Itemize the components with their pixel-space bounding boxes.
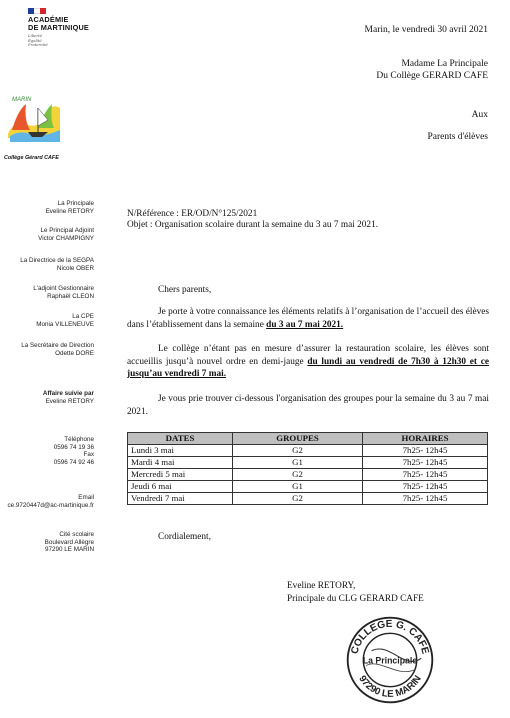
recipient-block xyxy=(376,58,488,82)
official-stamp-icon xyxy=(344,614,436,706)
logo-caption: MARIN xyxy=(12,97,32,103)
phone-value: 0596 74 19 36 xyxy=(53,443,94,451)
fax-value: 0596 74 92 46 xyxy=(53,458,94,466)
cell-date: Lundi 3 mai xyxy=(128,445,233,457)
paragraph-1 xyxy=(127,306,489,331)
cell-date: Vendredi 7 mai xyxy=(128,493,233,505)
cell-hours: 7h25- 12h45 xyxy=(363,457,488,469)
table-row xyxy=(128,457,488,469)
segpa-name: Nicole OBER xyxy=(56,264,94,272)
recipient-line-1: Madame La Principale xyxy=(401,59,488,69)
aux-label: Aux xyxy=(471,110,488,120)
gestionnaire-name: Raphaël CLEON xyxy=(47,292,94,300)
cell-date: Jeudi 6 mai xyxy=(128,481,233,493)
stamp-center-text: La Principale xyxy=(362,655,418,666)
recipient-line-2: Du Collège GERARD CAFE xyxy=(376,71,488,81)
adjoint-title: Le Principal Adjoint xyxy=(40,227,94,234)
cell-group: G1 xyxy=(233,481,363,493)
header-dates: DATES xyxy=(128,433,233,445)
schedule-header-row xyxy=(128,433,488,445)
paragraph-2 xyxy=(127,343,489,381)
cell-group: G2 xyxy=(233,493,363,505)
motto-egalite: Égalité xyxy=(28,37,42,43)
sidebar-adjoint xyxy=(0,227,94,242)
phone-label: Téléphone xyxy=(64,436,94,443)
academy-line-2: DE MARTINIQUE xyxy=(28,23,89,32)
header-horaires: HORAIRES xyxy=(363,433,488,445)
objet-label: Objet : xyxy=(127,220,153,230)
table-row xyxy=(128,469,488,481)
cpe-title: La CPE xyxy=(72,313,94,320)
paragraph-2-text: Le collège n’étant pas en mesure d’assurer la restauration scolaire, les élèves sont accueillis jusqu’à nouvel ordre en demi-jauge xyxy=(127,344,489,367)
segpa-title: La Directrice de la SEGPA xyxy=(20,257,94,264)
principal-title: La Principale xyxy=(57,200,94,207)
sidebar-phone xyxy=(0,436,94,466)
letter-date: Marin, le vendredi 30 avril 2021 xyxy=(364,25,488,35)
sidebar-affaire xyxy=(0,390,94,405)
school-logo-icon xyxy=(4,90,64,150)
academy-line-1: ACADÉMIE xyxy=(28,15,69,24)
school-name: Collège Gérard CAFE xyxy=(4,155,59,161)
academy-name xyxy=(28,16,89,32)
reference-line: N/Référence : ER/OD/N°125/2021 xyxy=(127,209,258,219)
secretaire-name: Odette DORE xyxy=(55,349,94,357)
address-line-1: Cité scolaire xyxy=(59,531,94,538)
secretaire-title: La Secrétaire de Direction xyxy=(21,342,94,349)
affaire-name: Eveline RETORY xyxy=(45,397,94,405)
cell-hours: 7h25- 12h45 xyxy=(363,481,488,493)
motto-fraternite: Fraternité xyxy=(28,42,48,48)
french-flag-icon xyxy=(28,8,46,14)
address-line-2: Boulevard Allègre xyxy=(44,538,94,546)
cell-group: G2 xyxy=(233,445,363,457)
sidebar-gestionnaire xyxy=(0,285,94,300)
stamp-bottom-text: 97290 LE MARIN xyxy=(356,673,424,700)
email-value: ce.9720447d@ac-martinique.fr xyxy=(7,501,94,509)
paragraph-2-emphasis: du lundi au vendredi de 7h30 à 12h30 et ce jusqu’au vendredi 7 mai. xyxy=(127,356,489,379)
address-line-3: 97290 LE MARIN xyxy=(44,546,94,553)
paragraph-1-emphasis: du 3 au 7 mai 2021. xyxy=(266,319,344,330)
sidebar-segpa xyxy=(0,257,94,272)
cell-hours: 7h25- 12h45 xyxy=(363,445,488,457)
cell-group: G1 xyxy=(233,457,363,469)
table-row xyxy=(128,445,488,457)
principal-name: Eveline RETORY xyxy=(45,207,94,215)
sidebar-secretaire xyxy=(0,342,94,357)
objet-text: Organisation scolaire durant la semaine du 3 au 7 mai 2021. xyxy=(154,220,379,230)
closing: Cordialement, xyxy=(158,532,211,542)
table-row xyxy=(128,493,488,505)
cell-hours: 7h25- 12h45 xyxy=(363,469,488,481)
objet-line xyxy=(127,220,378,231)
greeting: Chers parents, xyxy=(158,285,212,295)
email-label: Email xyxy=(78,494,94,501)
fax-label: Fax xyxy=(83,451,94,458)
signature-name: Eveline RETORY, xyxy=(287,581,356,591)
stamp-top-text: COLLEGE G. CAFE xyxy=(349,618,431,656)
paragraph-1-text: Je porte à votre connaissance les éléments relatifs à l’organisation de l’accueil des élèves dans l’établissement dans la semaine xyxy=(127,307,489,330)
sidebar-principal xyxy=(0,200,94,215)
paragraph-3: Je vous prie trouver ci-dessous l'organisation des groupes pour la semaine du 3 au 7 mai 2021. xyxy=(127,394,489,417)
cell-group: G2 xyxy=(233,469,363,481)
adjoint-name: Victor CHAMPIGNY xyxy=(38,234,94,242)
cpe-name: Monia VILLENEUVE xyxy=(36,320,94,328)
motto-liberte: Liberté xyxy=(28,33,43,38)
table-row xyxy=(128,481,488,493)
cell-date: Mardi 4 mai xyxy=(128,457,233,469)
cell-date: Mercredi 5 mai xyxy=(128,469,233,481)
sidebar-cpe xyxy=(0,313,94,328)
signature-title: Principale du CLG GERARD CAFE xyxy=(287,594,424,604)
affaire-label: Affaire suivie par xyxy=(42,390,94,397)
gestionnaire-title: L'adjoint Gestionnaire xyxy=(33,285,94,292)
addressee-parents: Parents d'élèves xyxy=(427,132,488,142)
sidebar-address xyxy=(0,531,94,554)
header-groupes: GROUPES xyxy=(233,433,363,445)
republic-motto xyxy=(28,34,48,48)
schedule-table xyxy=(127,432,488,505)
sidebar-email xyxy=(0,494,94,509)
cell-hours: 7h25- 12h45 xyxy=(363,493,488,505)
